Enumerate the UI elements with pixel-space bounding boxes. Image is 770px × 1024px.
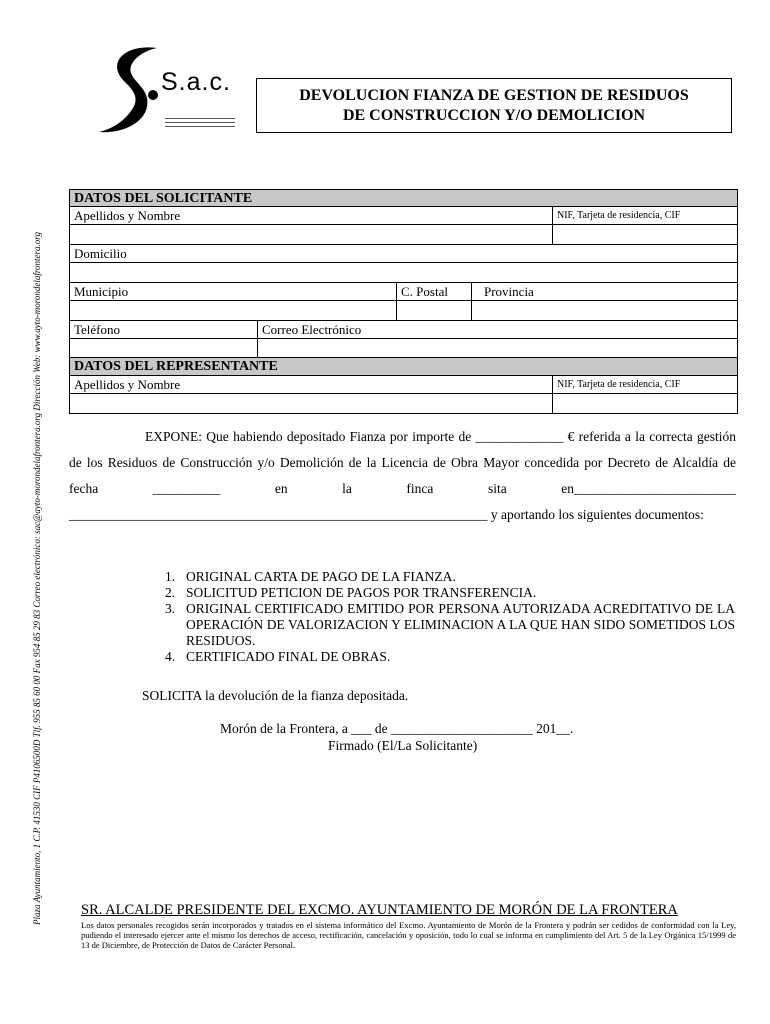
field-cpostal[interactable] — [396, 301, 471, 320]
field-municipio[interactable] — [70, 301, 396, 320]
row-telefono-fields — [69, 339, 738, 358]
field-correo[interactable] — [257, 339, 737, 357]
list-text: ORIGINAL CARTA DE PAGO DE LA FIANZA. — [186, 569, 456, 584]
title-line-2: DE CONSTRUCCION Y/O DEMOLICION — [342, 106, 646, 124]
list-number: 1. — [165, 569, 176, 584]
section-solicitante — [69, 189, 738, 207]
list-item — [165, 585, 735, 601]
row-rep-nombre-fields — [69, 394, 738, 414]
label-apellidos-nombre: Apellidos y Nombre — [74, 208, 181, 223]
field-rep-nif[interactable] — [552, 394, 737, 413]
field-domicilio[interactable] — [70, 263, 737, 282]
expone-paragraph — [69, 424, 736, 528]
sac-logo — [95, 40, 245, 138]
label-rep-apellidos-nombre: Apellidos y Nombre — [74, 377, 181, 392]
field-apellidos-nombre[interactable] — [70, 225, 552, 244]
row-nombre-labels — [69, 207, 738, 225]
field-telefono[interactable] — [70, 339, 257, 357]
logo-subtitle-lines — [165, 118, 235, 130]
label-rep-nif: NIF, Tarjeta de residencia, CIF — [552, 376, 737, 393]
vertical-address-text: Plaza Ayuntamiento, 1 C.P. 41530 CIF P4106500D Tlf. 955 85 60 00 Fax 954 85 29 83 Correo electrónico: sac@ayto-morondelafrontera.org Dirección Web: www.ayto-morondelafrontera.org — [32, 232, 42, 925]
row-domicilio-field — [69, 263, 738, 283]
documents-list — [165, 569, 735, 665]
row-domicilio-label — [69, 245, 738, 263]
field-rep-apellidos-nombre[interactable] — [70, 394, 552, 413]
expone-text: EXPONE: Que habiendo depositado Fianza por importe de _____________ € referida a la correcta gestión de los Residuos de Construcción y/o Demolición de la Licencia de Obra Mayor concedida por Decreto de Alcaldía de fecha __________ en la finca sita en________________________ ______________________________________________________________ y aportando los siguientes documentos: — [69, 429, 736, 522]
row-municipio-labels — [69, 283, 738, 301]
list-text: ORIGINAL CERTIFICADO EMITIDO POR PERSONA AUTORIZADA ACREDITATIVO DE LA OPERACIÓN DE VALORIZACION Y ELIMINACION A LA QUE HAN SIDO SOMETIDOS LOS RESIDUOS. — [186, 601, 735, 648]
list-number: 2. — [165, 585, 176, 600]
row-nombre-fields — [69, 225, 738, 245]
section-representante — [69, 358, 738, 376]
label-provincia: Provincia — [471, 283, 737, 300]
list-number: 3. — [165, 601, 176, 616]
place-date-line: Morón de la Frontera, a ___ de _____________________ 201__. — [220, 721, 574, 736]
list-item — [165, 601, 735, 649]
list-text: CERTIFICADO FINAL DE OBRAS. — [186, 649, 391, 664]
list-item — [165, 569, 735, 585]
label-cpostal: C. Postal — [396, 283, 471, 300]
label-nif: NIF, Tarjeta de residencia, CIF — [552, 207, 737, 224]
section-title: DATOS DEL REPRESENTANTE — [74, 359, 278, 374]
privacy-note: Los datos personales recogidos serán incorporados y tratados en el sistema informático del Excmo. Ayuntamiento de Morón de la Frontera y podrán ser cedidos de conformidad con la Ley, pudiendo el interesado ejercer ante el mismo los derechos de acceso, rectificación, cancelación y oposición, todo lo cual se informa en cumplimiento del Art. 5 de la Ley Orgánica 15/1999 de 13 de Diciembre, de Protección de Datos de Carácter Personal. — [81, 920, 736, 950]
label-domicilio: Domicilio — [74, 246, 127, 261]
logo-text: S.a.c. — [161, 68, 231, 96]
solicita-text: SOLICITA la devolución de la fianza depositada. — [142, 688, 409, 703]
list-item — [165, 649, 735, 665]
section-title: DATOS DEL SOLICITANTE — [74, 191, 253, 206]
signature-label: Firmado (El/La Solicitante) — [328, 738, 478, 753]
list-number: 4. — [165, 649, 176, 664]
form-title — [256, 78, 732, 133]
row-rep-nombre-labels — [69, 376, 738, 394]
label-telefono: Teléfono — [74, 322, 121, 337]
field-nif[interactable] — [552, 225, 737, 244]
label-municipio: Municipio — [74, 284, 129, 299]
row-telefono-labels — [69, 321, 738, 339]
title-line-1: DEVOLUCION FIANZA DE GESTION DE RESIDUOS — [299, 86, 689, 104]
list-text: SOLICITUD PETICION DE PAGOS POR TRANSFERENCIA. — [186, 585, 537, 600]
field-provincia[interactable] — [471, 301, 737, 320]
row-municipio-fields — [69, 301, 738, 321]
recipient-title: SR. ALCALDE PRESIDENTE DEL EXCMO. AYUNTAMIENTO DE MORÓN DE LA FRONTERA — [81, 902, 678, 918]
applicant-form — [69, 189, 738, 414]
label-correo: Correo Electrónico — [257, 321, 737, 338]
